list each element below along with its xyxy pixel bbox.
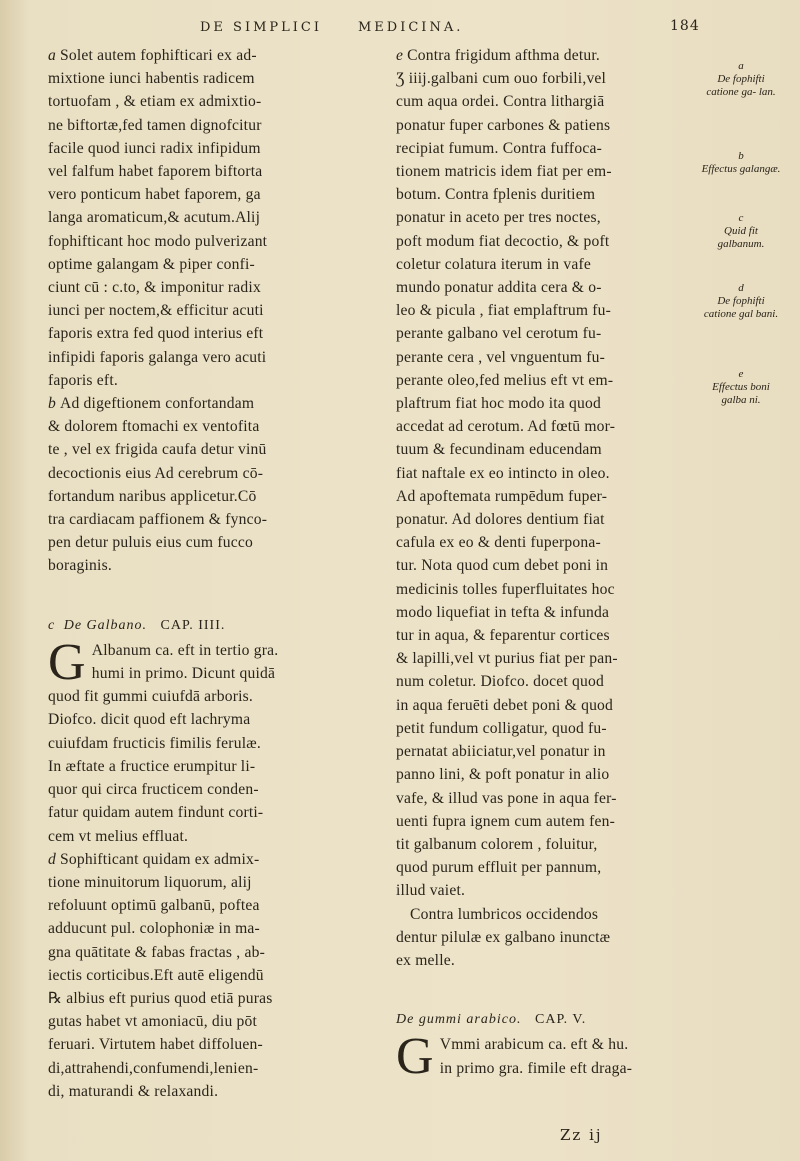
text-line: e Contra frigidum afthma detur. [396, 47, 601, 64]
text-line: faporis eft. [48, 371, 118, 389]
text-line: quod fit gummi cuiufdā arboris. [48, 688, 253, 706]
left-paragraph-d [48, 848, 370, 1103]
margin-letter: c [738, 212, 744, 224]
text-line: quor qui circa fructicem conden- [48, 781, 259, 799]
catchword: Zz ij [560, 1126, 603, 1144]
text-line: ponatur fuper carbones & patiens [396, 116, 611, 134]
text-line: iunci per noctem,& efficitur acuti [48, 302, 264, 320]
running-header [40, 14, 760, 44]
text-line: ciunt cū : c.to, & imponitur radix [48, 279, 261, 297]
left-column [48, 44, 370, 1103]
paragraph-marker: a [48, 47, 56, 64]
text-line: Ʒ iiij.galbani cum ouo forbili,vel [396, 70, 607, 88]
text-line: poft modum fiat decoctio, & poft [396, 232, 610, 250]
text-line: coletur colatura iterum in vafe [396, 255, 591, 273]
right-column [396, 44, 692, 1086]
text-line: Albanum ca. eft in tertio gra. [91, 641, 279, 659]
text-line: & dolorem ftomachi ex ventofita [48, 418, 260, 436]
text-line: petit fundum colligatur, quod fu- [396, 719, 607, 737]
text-line: fortandum naribus applicetur.Cō [48, 487, 257, 505]
text-line: a Solet autem fophifticari ex ad- [48, 47, 257, 64]
text-line: vafe, & illud vas pone in aqua fer- [396, 789, 617, 807]
drop-cap: G [396, 1028, 434, 1086]
text-line: fatur quidam autem findunt corti- [48, 804, 264, 822]
text-line: num coletur. Diofco. docet quod [396, 673, 605, 691]
text-line: leo & picula , fiat emplaftrum fu- [396, 302, 612, 320]
text-line: accedat ad cerotum. Ad fœtū mor- [396, 418, 616, 436]
left-paragraph-a [48, 44, 370, 392]
right-paragraph-lumbricos [396, 903, 692, 973]
header-right: MEDICINA. [358, 20, 464, 35]
galbanum-lines [48, 633, 370, 848]
margin-note-c [700, 212, 782, 251]
margin-letter: d [738, 282, 744, 294]
text-line: tit galbanum colorem , foluitur, [396, 835, 598, 853]
text-line: humi in primo. Dicunt quidā [91, 665, 276, 683]
margin-letter: a [738, 60, 744, 72]
margin-note-d [700, 282, 782, 321]
text-line: vel falfum habet faporem biftorta [48, 163, 263, 181]
margin-text: De fophifti catione gal bani. [703, 295, 779, 320]
text-line: infipidi faporis galanga vero acuti [48, 348, 267, 366]
text-line: pernatat abiiciatur,vel ponatur in [396, 743, 606, 761]
text-line: di,attrahendi,confumendi,lenien- [48, 1059, 259, 1077]
text-line: b Ad digeftionem confortandam [48, 395, 255, 413]
margin-text: Effectus galangæ. [701, 163, 781, 175]
margin-letter: e [738, 368, 744, 380]
left-paragraph-b [48, 392, 370, 578]
text-line: gutas habet vt amoniacū, diu pōt [48, 1013, 258, 1031]
drop-cap: G [48, 633, 86, 691]
text-line: boraginis. [48, 557, 112, 575]
text-line: ex melle. [396, 951, 455, 969]
chapter-heading-gummi [396, 1008, 692, 1031]
paragraph-marker: d [48, 850, 56, 868]
text-line: facile quod iunci radix infipidum [48, 139, 261, 157]
text-line: tur in aqua, & feparentur cortices [396, 627, 610, 645]
text-line: tur. Nota quod cum debet poni in [396, 557, 609, 575]
text-line: modo liquefiat in tefta & infunda [396, 603, 610, 621]
text-line: faporis extra fed quod interius eft [48, 325, 264, 343]
text-line: uenti fupra ignem cum autem fen- [396, 812, 616, 830]
text-line: d Sophifticant quidam ex admix- [48, 850, 260, 868]
text-line: botum. Contra fplenis duritiem [396, 186, 596, 204]
text-line: tionem matricis idem fiat per em- [396, 163, 612, 181]
text-line: illud vaiet. [396, 882, 466, 900]
text-line: mixtione iunci habentis radicem [48, 70, 255, 88]
margin-note-a [700, 60, 782, 99]
text-line: Vmmi arabicum ca. eft & hu. [439, 1036, 629, 1054]
text-line: Contra lumbricos occidendos [410, 905, 599, 923]
text-line: medicinis tolles fuperfluitates hoc [396, 580, 615, 598]
text-line: plaftrum fiat hoc modo ita quod [396, 395, 601, 413]
text-line: quod purum effluit per pannum, [396, 859, 602, 877]
text-line: recipiat fumum. Contra fuffoca- [396, 139, 602, 157]
chapter-heading-galbanum [48, 614, 370, 637]
text-line: cafula ex eo & denti fuperpona- [396, 534, 601, 552]
margin-text: Effectus boni galba ni. [712, 381, 770, 406]
text-line: Diofco. dicit quod eft lachryma [48, 711, 251, 729]
text-line: decoctionis eius Ad cerebrum cō- [48, 464, 264, 482]
left-paragraph-galbanum [48, 633, 370, 848]
right-paragraph-gummi [396, 1028, 692, 1086]
text-line: fophifticant hoc modo pulverizant [48, 232, 268, 250]
chapter-title: De Galbano. [63, 617, 148, 633]
text-line: panno lini, & poft ponatur in alio [396, 766, 610, 784]
margin-text: Quid fit galbanum. [717, 225, 765, 250]
text-line: tuum & fecundinam educendam [396, 441, 602, 459]
text-line: adducunt pul. colophoniæ in ma- [48, 920, 260, 938]
text-line: vero ponticum habet faporem, ga [48, 186, 261, 204]
text-line: tra cardiacam paffionem & fynco- [48, 511, 268, 529]
text-line: iectis corticibus.Eft autē eligendū [48, 966, 264, 984]
text-line: dentur pilulæ ex galbano inunctæ [396, 928, 611, 946]
margin-text: De fophifti catione ga- lan. [706, 73, 776, 98]
margin-note-e [700, 368, 782, 407]
header-left: DE SIMPLICI [200, 20, 322, 35]
text-line: langa aromaticum,& acutum.Alij [48, 209, 261, 227]
text-line: te , vel ex frigida caufa detur vinū [48, 441, 267, 459]
chapter-cap: CAP. V. [535, 1012, 587, 1028]
text-line: ne biftortæ,fed tamen dignofcitur [48, 116, 262, 134]
right-paragraph-e [396, 44, 692, 903]
paragraph-marker: b [48, 395, 56, 413]
text-line: ponatur in aceto per tres noctes, [396, 209, 601, 227]
text-line: in aqua feruēti debet poni & quod [396, 696, 614, 714]
text-line: & lapilli,vel vt purius fiat per pan- [396, 650, 618, 668]
text-line: in primo gra. fimile eft draga- [439, 1059, 633, 1077]
gummi-lines [396, 1028, 692, 1086]
text-line: feruari. Virtutem habet diffoluen- [48, 1036, 263, 1054]
text-line: mundo ponatur addita cera & o- [396, 279, 602, 297]
text-line: In æftate a fructice erumpitur li- [48, 757, 256, 775]
text-line: perante oleo,fed melius eft vt em- [396, 371, 614, 389]
paragraph-marker: e [396, 47, 404, 64]
text-line: tortuofam , & etiam ex admixtio- [48, 93, 262, 111]
page-number: 184 [670, 18, 700, 34]
chapter-marker: c [48, 617, 56, 633]
text-line: ℞ albius eft purius quod etiā puras [48, 989, 273, 1007]
text-line: fiat naftale ex eo intincto in oleo. [396, 464, 610, 482]
text-line: Ad apoftemata rumpēdum fuper- [396, 487, 608, 505]
text-line: di, maturandi & relaxandi. [48, 1082, 219, 1100]
text-line: cuiufdam fructicis fimilis ferulæ. [48, 734, 261, 752]
chapter-title: De gummi arabico. [396, 1012, 522, 1028]
margin-letter: b [738, 150, 744, 162]
text-line: ponatur. Ad dolores dentium fiat [396, 511, 605, 529]
text-line: cem vt melius effluat. [48, 827, 189, 845]
margin-note-b [700, 150, 782, 176]
chapter-cap: CAP. IIII. [160, 617, 226, 633]
text-line: perante galbano vel cerotum fu- [396, 325, 602, 343]
text-line: gna quātitate & fabas fractas , ab- [48, 943, 265, 961]
text-line: pen detur puluis eius cum fucco [48, 534, 253, 552]
text-line: refoluunt optimū galbanū, poftea [48, 897, 260, 915]
text-line: tione minuitorum liquorum, alij [48, 873, 252, 891]
text-line: optime galangam & piper confi- [48, 255, 255, 273]
text-line: perante cera , vel vnguentum fu- [396, 348, 606, 366]
text-line: cum aqua ordei. Contra lithargiā [396, 93, 605, 111]
